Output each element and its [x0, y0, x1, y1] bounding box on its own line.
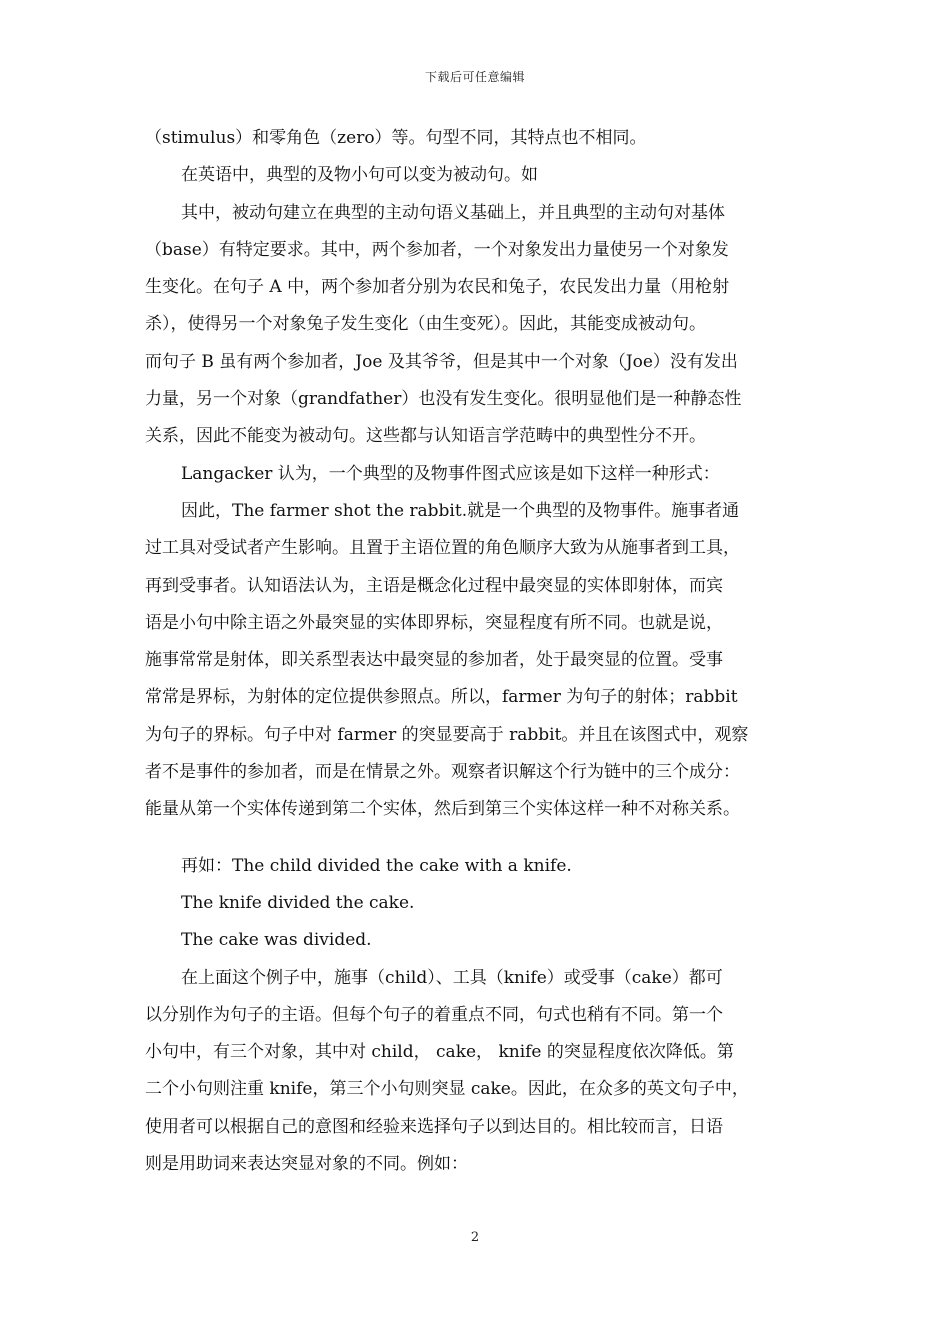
page-number: 2 [470, 1230, 480, 1245]
paragraph-gap [145, 829, 825, 848]
text-line: （stimulus）和零角色（zero）等。句型不同，其特点也不相同。 [145, 128, 647, 148]
text-line: 杀），使得另一个对象兔子发生变化（由生变死）。因此，其能变成被动句。 [145, 314, 706, 335]
text-line: 而句子 B 虽有两个参加者，Joe 及其爷爷，但是其中一个对象（Joe）没有发出 [145, 351, 738, 372]
text-line: 以分别作为句子的主语。但每个句子的着重点不同，句式也稍有不同。第一个 [145, 1004, 723, 1025]
text-line: 为句子的界标。句子中对 farmer 的突显要高于 rabbit。并且在该图式中，观察 [145, 724, 749, 745]
page-header: 下载后可任意编辑 [424, 70, 525, 84]
text-line: 能量从第一个实体传递到第二个实体，然后到第三个实体这样一种不对称关系。 [145, 799, 740, 820]
text-line: （base）有特定要求。其中，两个参加者，一个对象发出力量使另一个对象发 [145, 239, 729, 260]
text-line: Langacker 认为，一个典型的及物事件图式应该是如下这样一种形式： [181, 463, 720, 484]
text-line: 二个小句则注重 knife，第三个小句则突显 cake。因此，在众多的英文句子中， [145, 1079, 749, 1100]
text-line: The cake was divided. [181, 930, 372, 951]
text-line: 因此，The farmer shot the rabbit.就是一个典型的及物事件。施事者通 [181, 500, 740, 521]
text-line: 再如：The child divided the cake with a knife. [181, 855, 572, 876]
text-line: 施事常常是射体，即关系型表达中最突显的参加者，处于最突显的位置。受事 [145, 650, 723, 671]
text-line: 生变化。在句子 A 中，两个参加者分别为农民和兔子，农民发出力量（用枪射 [145, 277, 730, 298]
text-line: 关系，因此不能变为被动句。这些都与认知语言学范畴中的典型性分不开。 [145, 426, 706, 447]
text-line: 语是小句中除主语之外最突显的实体即界标，突显程度有所不同。也就是说， [145, 612, 723, 633]
text-line: 再到受事者。认知语法认为，主语是概念化过程中最突显的实体即射体，而宾 [145, 575, 723, 596]
text-line: 其中，被动句建立在典型的主动句语义基础上，并且典型的主动句对基体 [181, 202, 725, 223]
text-line: 小句中，有三个对象，其中对 child， cake， knife 的突显程度依次降低。第 [145, 1042, 734, 1063]
text-line: 在上面这个例子中，施事（child）、工具（knife）或受事（cake）都可 [181, 967, 723, 988]
text-line: 常常是界标，为射体的定位提供参照点。所以，farmer 为句子的射体；rabbit [145, 687, 738, 708]
text-line: 过工具对受试者产生影响。且置于主语位置的角色顺序大致为从施事者到工具， [145, 538, 740, 559]
text-line: 则是用助词来表达突显对象的不同。例如： [145, 1154, 468, 1175]
text-line: 力量，另一个对象（grandfather）也没有发生变化。很明显他们是一种静态性 [145, 389, 742, 410]
text-line: 使用者可以根据自己的意图和经验来选择句子以到达目的。相比较而言，日语 [145, 1116, 723, 1137]
body-text [145, 120, 825, 1183]
text-line: 在英语中，典型的及物小句可以变为被动句。如 [181, 165, 538, 186]
text-line: 者不是事件的参加者，而是在情景之外。观察者识解这个行为链中的三个成分： [145, 762, 740, 783]
text-line: The knife divided the cake. [181, 892, 415, 913]
